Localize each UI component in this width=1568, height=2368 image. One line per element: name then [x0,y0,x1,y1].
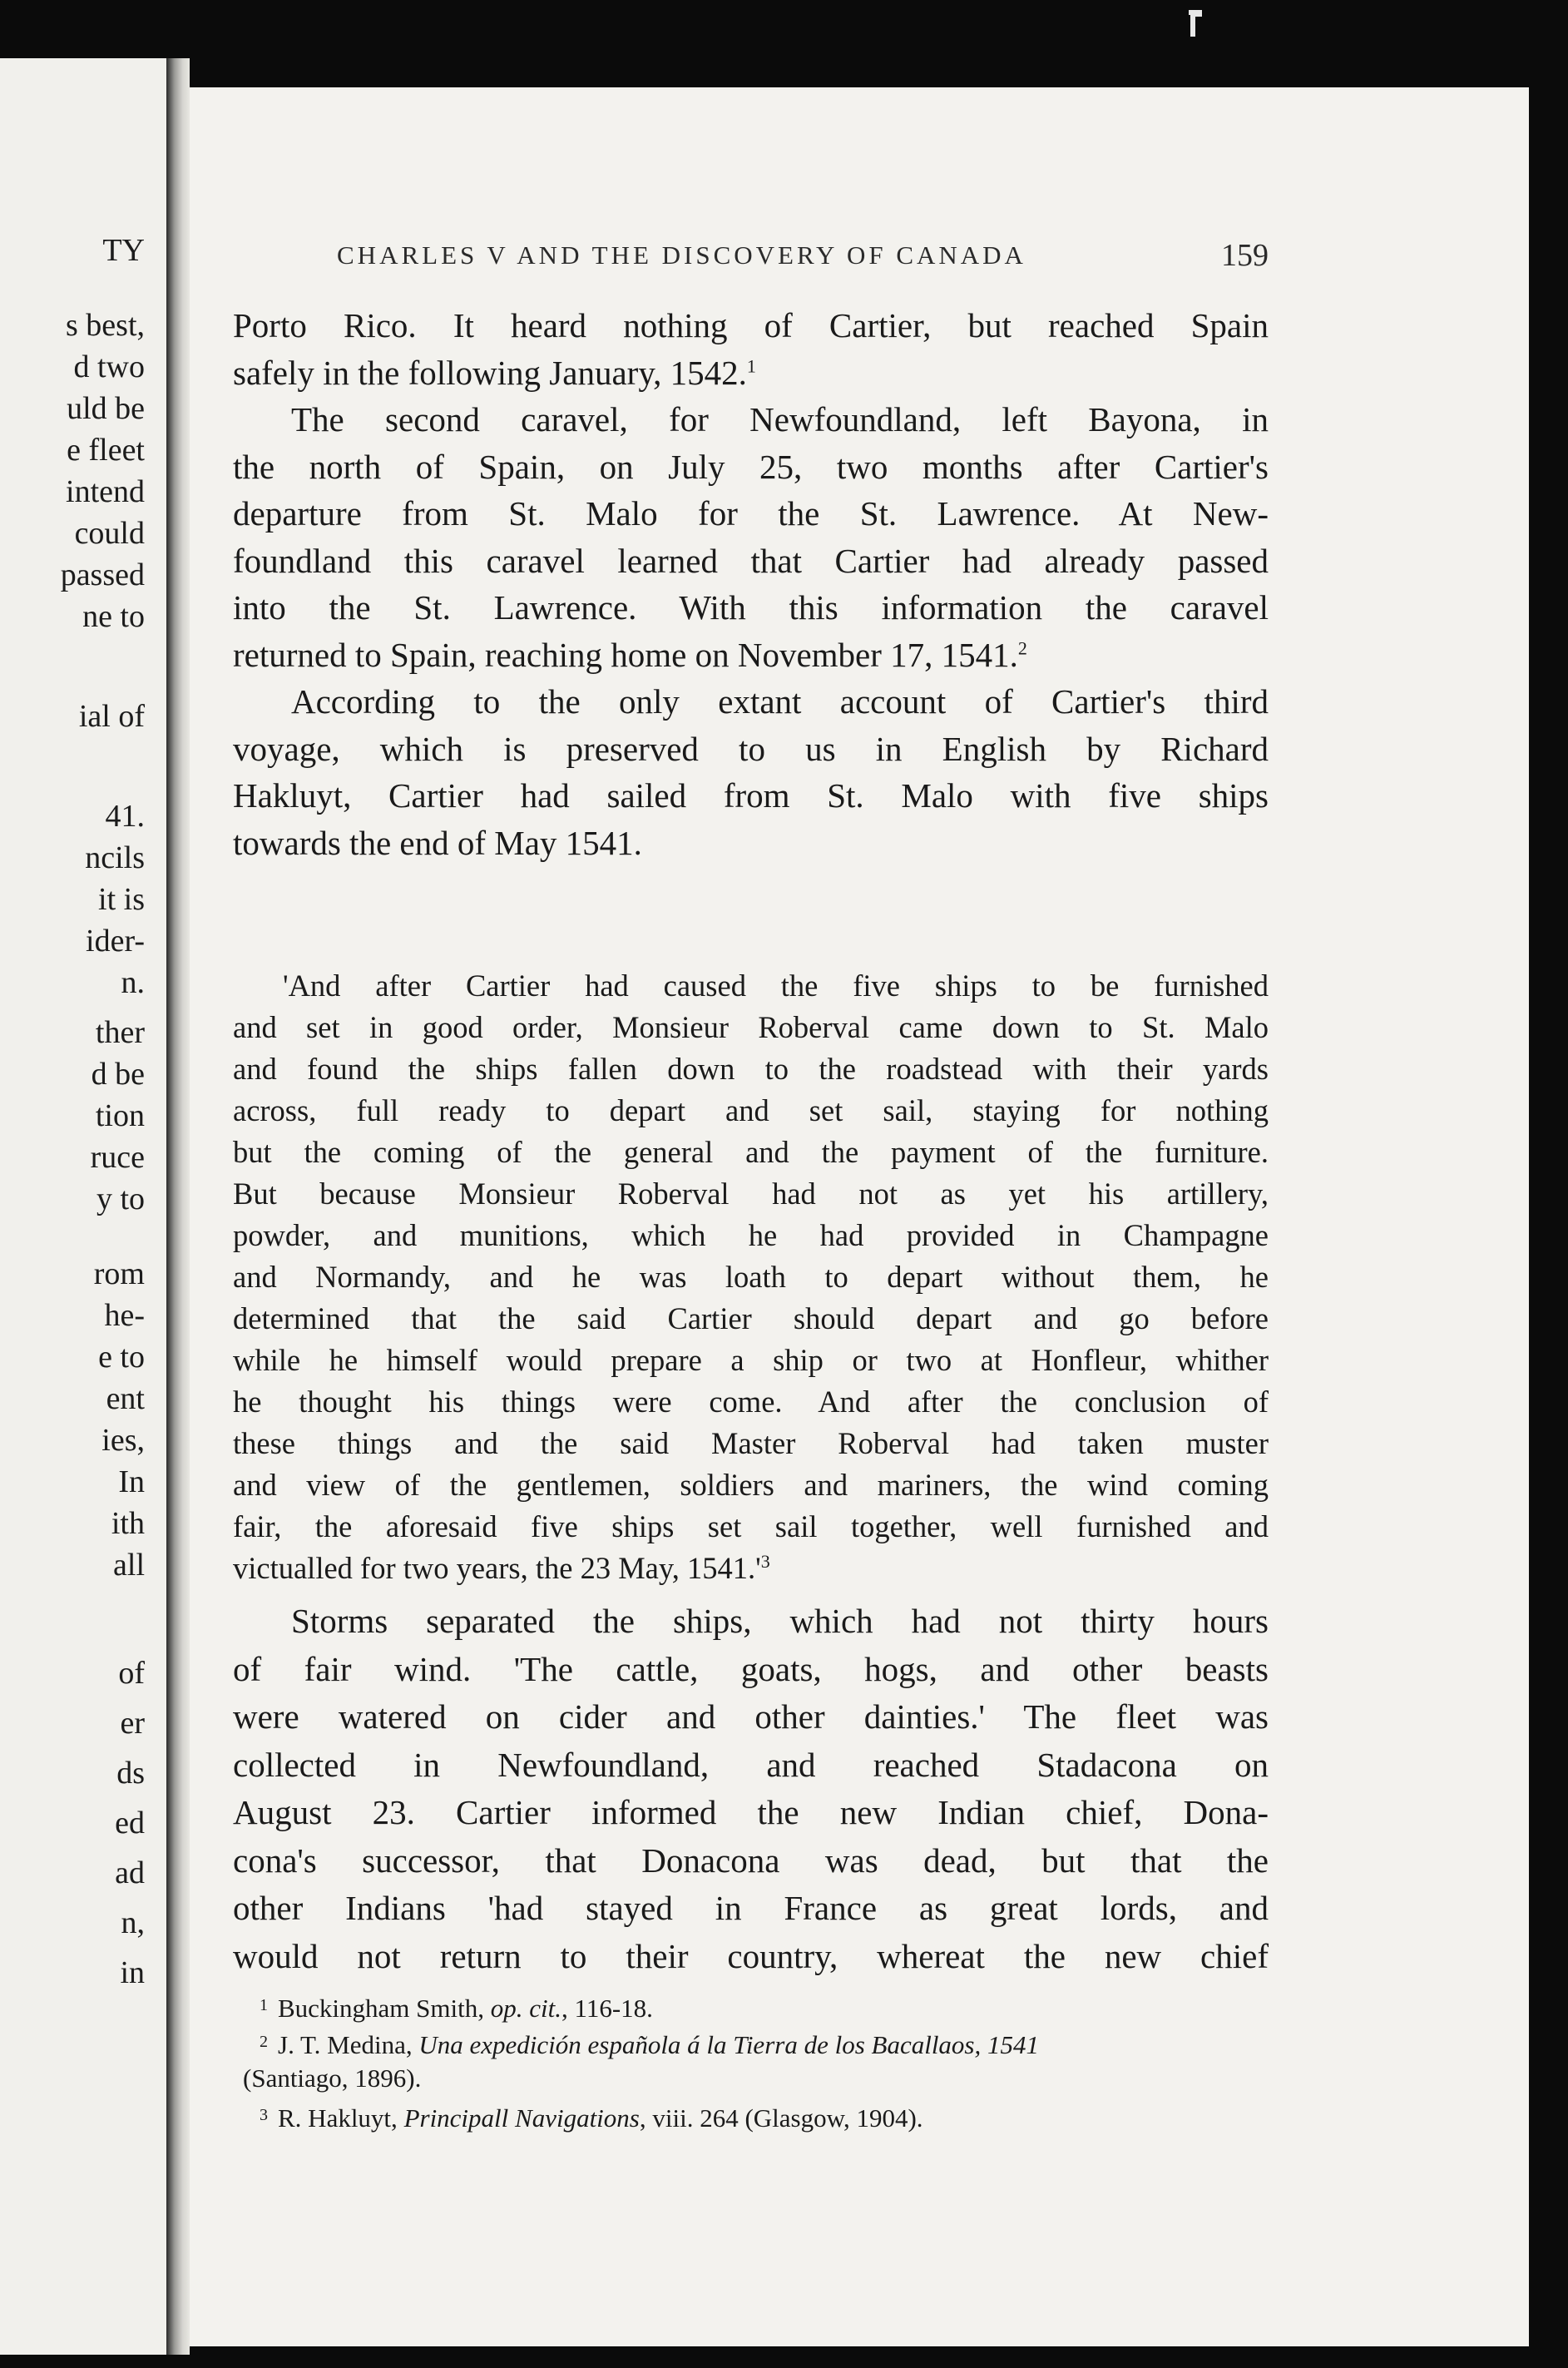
left-page-fragment: rom [93,1256,145,1291]
left-page-fragment: ial of [78,699,145,734]
text-line: returned to Spain, reaching home on November 17, 1541.$^2$ [233,635,1027,674]
text-line: The second caravel, for Newfoundland, left Bayona, in [291,400,1269,438]
text-line: towards the end of May 1541. [233,823,642,862]
left-page-fragment: n, [121,1905,145,1940]
left-page-fragment: it is [98,882,145,917]
quote-line: and Normandy, and he was loath to depart without them, he [233,1260,1269,1294]
left-page-fragment: ad [115,1855,145,1890]
left-page-fragment: e fleet [67,433,145,468]
quote-line: powder, and munitions, which he had provided in Champagne [233,1218,1269,1252]
text-line: would not return to their country, whereat the new chief [233,1936,1269,1975]
quote-line: he thought his things were come. And after the conclusion of [233,1385,1269,1419]
scan-mark-icon [1185,7,1209,40]
left-page-fragment: s best, [66,308,145,343]
left-page-fragment: all [113,1548,145,1583]
previous-page-edge [0,58,166,2355]
left-page-fragment: ent [106,1381,145,1416]
left-page-fragment: TY [102,233,145,268]
quote-line: and found the ships fallen down to the roadstead with their yards [233,1052,1269,1086]
left-page-fragment: passed [60,557,145,592]
text-line: collected in Newfoundland, and reached Stadacona on [233,1745,1269,1784]
running-head-title: CHARLES V AND THE DISCOVERY OF CANADA [337,240,1026,270]
left-page-fragment: uld be [67,391,145,426]
left-page-fragment: ies, [101,1423,145,1458]
book-gutter [166,58,190,2355]
left-page-fragment: ther [95,1015,145,1050]
text-line: foundland this caravel learned that Cartier had already passed [233,541,1269,580]
quote-line: victualled for two years, the 23 May, $1541.'^3$ [233,1550,770,1585]
closing-paragraph [233,1598,1269,1980]
left-page-fragment: er [120,1706,145,1741]
left-page-fragment: ds [116,1756,145,1791]
quote-line: across, full ready to depart and set sail, staying for nothing [233,1093,1269,1127]
left-page-fragment: in [120,1955,145,1990]
quote-line: and view of the gentlemen, soldiers and mariners, the wind coming [233,1468,1269,1502]
left-page-fragment: ed [115,1806,145,1840]
left-page-fragment: 41. [105,799,145,834]
text-line: other Indians 'had stayed in France as great lords, and [233,1889,1269,1927]
footnote: 3 R. Hakluyt, Principall Navigations, viii. 264 (Glasgow, 1904). [260,2103,923,2133]
text-line: cona's successor, that Donacona was dead, but that the [233,1840,1269,1880]
quote-line: but the coming of the general and the payment of the furniture. [233,1135,1269,1169]
left-page-fragment: could [74,516,145,551]
left-page-fragment: ncils [85,840,145,875]
left-page-fragment: of [118,1656,145,1691]
quote-line: 'And after Cartier had caused the five ships to be furnished [283,969,1269,1003]
left-page-fragment: In [118,1464,145,1499]
footnotes [233,1987,1281,2133]
left-page-fragment: ith [111,1506,145,1541]
left-page-fragment: tion [95,1098,145,1133]
left-page-fragment: e to [98,1340,145,1375]
left-page-fragment: ruce [90,1140,145,1175]
quote-line: and set in good order, Monsieur Roberval came down to St. Malo [233,1010,1269,1044]
page-number: 159 [1221,238,1269,273]
book-page [190,87,1529,2346]
left-page-fragment: ider- [86,924,145,959]
left-page-fragment: d two [73,349,145,384]
text-line: into the St. Lawrence. With this information the caravel [233,588,1269,627]
left-page-fragment: d be [91,1057,145,1092]
text-line: Hakluyt, Cartier had sailed from St. Malo with five ships [233,776,1269,815]
quote-line: determined that the said Cartier should depart and go before [233,1301,1269,1335]
quote-line: these things and the said Master Roberval had taken muster [233,1426,1269,1460]
text-line: voyage, which is preserved to us in English by Richard [233,729,1269,768]
quote-line: fair, the aforesaid five ships set sail together, well furnished and [233,1509,1269,1543]
quote-line: while he himself would prepare a ship or two at Honfleur, whither [233,1343,1269,1377]
text-line: August 23. Cartier informed the new Indian chief, Dona- [233,1793,1269,1831]
footnote: (Santiago, 1896). [243,2063,422,2093]
text-line: of fair wind. 'The cattle, goats, hogs, and other beasts [233,1649,1269,1688]
footnote: 2 J. T. Medina, Una expedición española á la Tierra de los Bacallaos, 1541 [260,2030,1039,2059]
text-line: were watered on cider and other dainties.' The fleet was [233,1697,1269,1736]
left-page-fragment: he- [104,1298,145,1333]
text-line: safely in the following January, 1542.$^1$ [233,353,756,392]
left-page-fragment: y to [96,1182,145,1216]
footnote: 1 Buckingham Smith, op. cit., 116-18. [260,1994,653,2023]
body-text [233,302,1269,866]
running-head [233,237,1269,279]
text-line: the north of Spain, on July 25, two months after Cartier's [233,447,1269,486]
quote-line: But because Monsieur Roberval had not as yet his artillery, [233,1177,1269,1211]
left-page-fragment: intend [66,474,145,509]
text-line: departure from St. Malo for the St. Lawrence. At New- [233,494,1269,533]
text-line: Storms separated the ships, which had not thirty hours [291,1602,1269,1640]
text-line: Porto Rico. It heard nothing of Cartier, but reached Spain [233,306,1269,344]
left-page-fragment: n. [121,965,145,1000]
left-page-fragment: ne to [82,599,145,634]
text-line: According to the only extant account of Cartier's third [291,682,1269,721]
block-quote [233,965,1269,1589]
